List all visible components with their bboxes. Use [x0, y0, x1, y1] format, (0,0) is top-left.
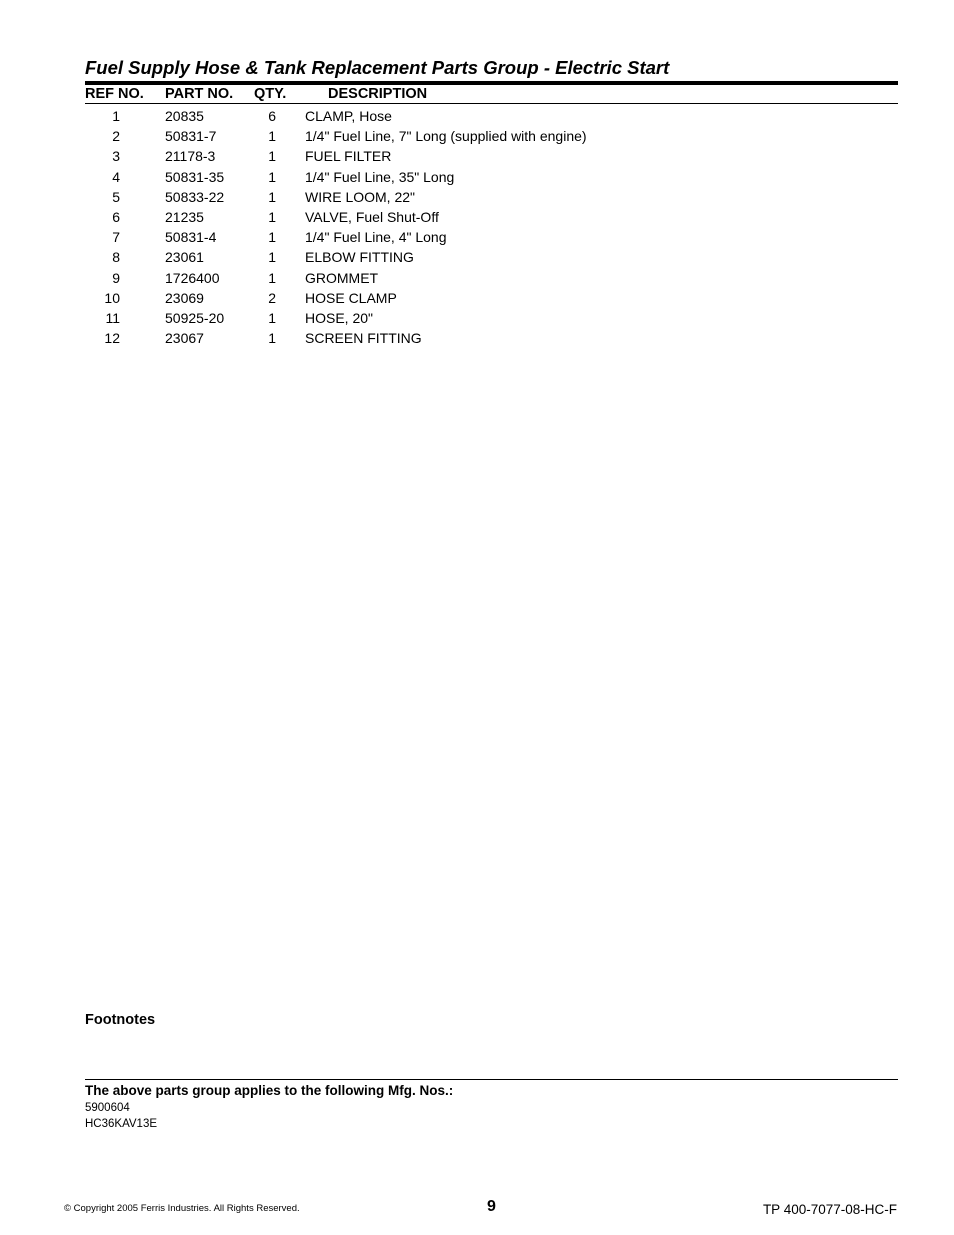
column-header-ref: REF NO.: [85, 86, 144, 102]
qty-cell: 1: [268, 229, 276, 246]
table-row: [0, 328, 954, 348]
ref-no-cell: 10: [104, 289, 120, 306]
mfg-heading: The above parts group applies to the following Mfg. Nos.:: [85, 1083, 454, 1098]
part-no-cell: 50831-35: [165, 168, 225, 185]
ref-no-cell: 3: [112, 148, 120, 165]
part-no-cell: 21178-3: [165, 148, 216, 165]
ref-no-cell: 12: [104, 330, 120, 347]
part-no-cell: 23069: [165, 289, 204, 306]
ref-no-cell: 4: [112, 168, 120, 185]
qty-cell: 1: [268, 309, 276, 326]
table-row: [0, 308, 954, 328]
part-no-cell: 1726400: [165, 269, 220, 286]
table-row: [0, 268, 954, 288]
qty-cell: 1: [268, 269, 276, 286]
qty-cell: 1: [268, 188, 276, 205]
qty-cell: 6: [268, 108, 276, 124]
column-header-qty: QTY.: [254, 86, 287, 102]
ref-no-cell: 9: [112, 269, 120, 286]
description-cell: GROMMET: [305, 269, 379, 286]
qty-cell: 2: [268, 289, 276, 306]
description-cell: ELBOW FITTING: [305, 249, 414, 266]
ref-no-cell: 6: [112, 208, 120, 225]
mfg-number-list: [85, 1100, 157, 1132]
footnotes-heading: Footnotes: [85, 1012, 156, 1028]
qty-cell: 1: [268, 249, 276, 266]
page-number: 9: [487, 1198, 496, 1215]
qty-cell: 1: [268, 168, 276, 185]
part-no-cell: 23067: [165, 330, 204, 347]
table-row: [0, 106, 954, 126]
table-row: [0, 288, 954, 308]
column-header-part: PART NO.: [165, 86, 234, 102]
qty-cell: 1: [268, 330, 276, 347]
description-cell: 1/4" Fuel Line, 4" Long: [305, 229, 447, 246]
table-row: [0, 227, 954, 247]
table-row: [0, 207, 954, 227]
ref-no-cell: 7: [112, 229, 120, 246]
description-cell: SCREEN FITTING: [305, 330, 422, 347]
table-row: [0, 247, 954, 267]
qty-cell: 1: [268, 148, 276, 165]
ref-no-cell: 8: [112, 249, 120, 266]
part-no-cell: 20835: [165, 108, 204, 124]
page-title: Fuel Supply Hose & Tank Replacement Parts Group - Electric Start: [85, 57, 670, 78]
part-no-cell: 23061: [165, 249, 204, 266]
description-cell: VALVE, Fuel Shut-Off: [305, 208, 439, 225]
mfg-number: HC36KAV13E: [85, 1118, 158, 1130]
ref-no-cell: 11: [105, 309, 120, 326]
copyright-notice: © Copyright 2005 Ferris Industries. All Rights Reserved.: [64, 1203, 300, 1214]
description-cell: HOSE CLAMP: [305, 289, 397, 306]
part-no-cell: 50831-4: [165, 229, 217, 246]
description-cell: CLAMP, Hose: [305, 108, 392, 124]
description-cell: HOSE, 20": [305, 309, 373, 326]
document-number: TP 400-7077-08-HC-F: [762, 1202, 897, 1217]
qty-cell: 1: [268, 128, 276, 145]
ref-no-cell: 1: [112, 108, 120, 124]
column-header-description: DESCRIPTION: [328, 86, 428, 102]
description-cell: WIRE LOOM, 22": [305, 188, 415, 205]
description-cell: 1/4" Fuel Line, 35" Long: [305, 168, 455, 185]
description-cell: FUEL FILTER: [305, 148, 392, 165]
table-row: [0, 187, 954, 207]
table-row: [0, 167, 954, 187]
ref-no-cell: 2: [112, 128, 120, 145]
mfg-number: 5900604: [85, 1102, 130, 1114]
qty-cell: 1: [268, 208, 276, 225]
part-no-cell: 50925-20: [165, 309, 225, 326]
header-divider: [85, 103, 898, 104]
description-cell: 1/4" Fuel Line, 7" Long (supplied with engine): [305, 128, 587, 145]
mfg-divider: [85, 1079, 898, 1080]
part-no-cell: 50833-22: [165, 188, 225, 205]
ref-no-cell: 5: [112, 188, 120, 205]
parts-table: [0, 106, 954, 348]
table-row: [0, 146, 954, 166]
table-row: [0, 126, 954, 146]
part-no-cell: 21235: [165, 208, 204, 225]
title-divider: [85, 81, 898, 85]
part-no-cell: 50831-7: [165, 128, 217, 145]
